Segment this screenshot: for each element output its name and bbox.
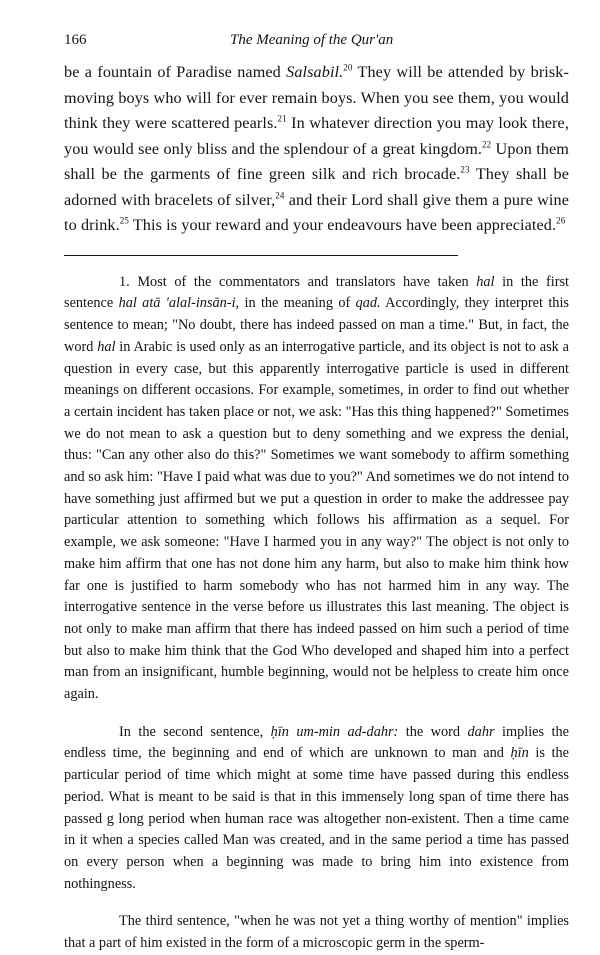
text-run: In the second sentence, — [119, 723, 271, 740]
text-run: Upon them shall be the garments of fine green silk and rich brocade. — [64, 139, 569, 183]
footnote-ref: 20 — [343, 62, 353, 73]
italic-name: Salsabil. — [286, 63, 344, 81]
running-title: The Meaning of the Qur'an — [230, 32, 394, 48]
footnote-1 — [64, 272, 569, 706]
page-number: 166 — [64, 32, 87, 48]
italic-term: hal — [476, 273, 495, 290]
text-run: the word — [398, 723, 468, 740]
footnote-separator-rule — [64, 255, 458, 256]
text-run: be a fountain of Paradise named — [64, 63, 287, 81]
italic-term: hal atā 'alal-insān-i, — [118, 295, 240, 312]
text-run: In whatever direction you may look there, you would see only bliss and the splendour of a great kingdom. — [64, 114, 569, 158]
italic-term: hal — [97, 338, 116, 355]
text-run: implies the endless time, the beginning and end of which are unknown to man and — [64, 723, 569, 762]
footnote-1-paragraph-3 — [64, 911, 569, 954]
footnote-ref: 24 — [275, 190, 285, 201]
footnote-ref: 21 — [277, 113, 287, 124]
text-run: 1. Most of the commentators and translators have taken — [119, 273, 477, 290]
text-run: in the first sentence — [64, 273, 569, 312]
text-run: Accordingly, they interpret this sentence to mean; "No doubt, there has indeed passed on man a time." But, in fact, the word — [64, 295, 569, 355]
italic-term: qad. — [355, 295, 381, 312]
text-run: is the particular period of time which might at some time have passed during this endless period. What is meant to be said is that in this immensely long span of time there has passed g long period when human race was altogether non-existent. Then a time came in it when a species called Man was created, and in the same period a time has passed on every person when a beginning was made to bring him into existence from nothingness. — [64, 745, 569, 892]
text-run: This is your reward and your endeavours have been appreciated. — [128, 216, 557, 234]
italic-term: ḥīn um-min ad-dahr: — [270, 723, 399, 740]
text-run: The third sentence, "when he was not yet a thing worthy of mention" implies that a part of him existed in the form of a microscopic germ in the sperm- — [64, 913, 569, 952]
footnote-ref: 23 — [460, 164, 470, 175]
footnote-1-paragraph-2 — [64, 722, 569, 896]
main-text-paragraph — [64, 60, 569, 239]
footnote-ref: 25 — [119, 215, 129, 226]
text-run: in the meaning of — [239, 295, 356, 312]
footnote-ref: 26 — [556, 215, 566, 226]
running-head — [64, 28, 570, 52]
italic-term: dahr — [467, 723, 495, 740]
text-run: in Arabic is used only as an interrogative particle, and its object is not to ask a question in every case, but this apparently interrogative particle is used in different meanings on different occasions. For example, sometimes, in order to find out whether a certain incident has taken place or not, we ask: "Has this thing happened?" Sometimes we do not mean to ask a question but to deny something and we express the denial, thus: "Can any other also do this?" Sometimes we want somebody to affirm something and so ask him: "Have I paid what was due to you?" And sometimes we do not intend to have something just affirmed but we put a question in order to make the addressee pay particular attention to something which follows his affirmation as a sequel. For example, we ask someone: "Have I harmed you in any way?" The object is not only to make him affirm that one has not done him any harm, but also to make him think how far one is justified to harm somebody who has not harmed him in any way. The interrogative sentence in the verse before us illustrates this last meaning. The object is not only to make man affirm that there has indeed passed on him such a period of time but also to make him think that the God Who developed and shaped him into a perfect man from an insignificant, humble beginning, would not be helpless to create him once again. — [64, 338, 569, 703]
text-run: and their Lord shall give them a pure wine to drink. — [64, 190, 570, 234]
footnote-ref: 22 — [482, 139, 492, 150]
text-run: They will be attended by brisk-moving boys who will for ever remain boys. When you see them, you would think they were scattered pearls. — [64, 63, 569, 132]
text-run: They shall be adorned with bracelets of silver, — [64, 165, 569, 209]
italic-term: ḥīn — [510, 745, 529, 762]
